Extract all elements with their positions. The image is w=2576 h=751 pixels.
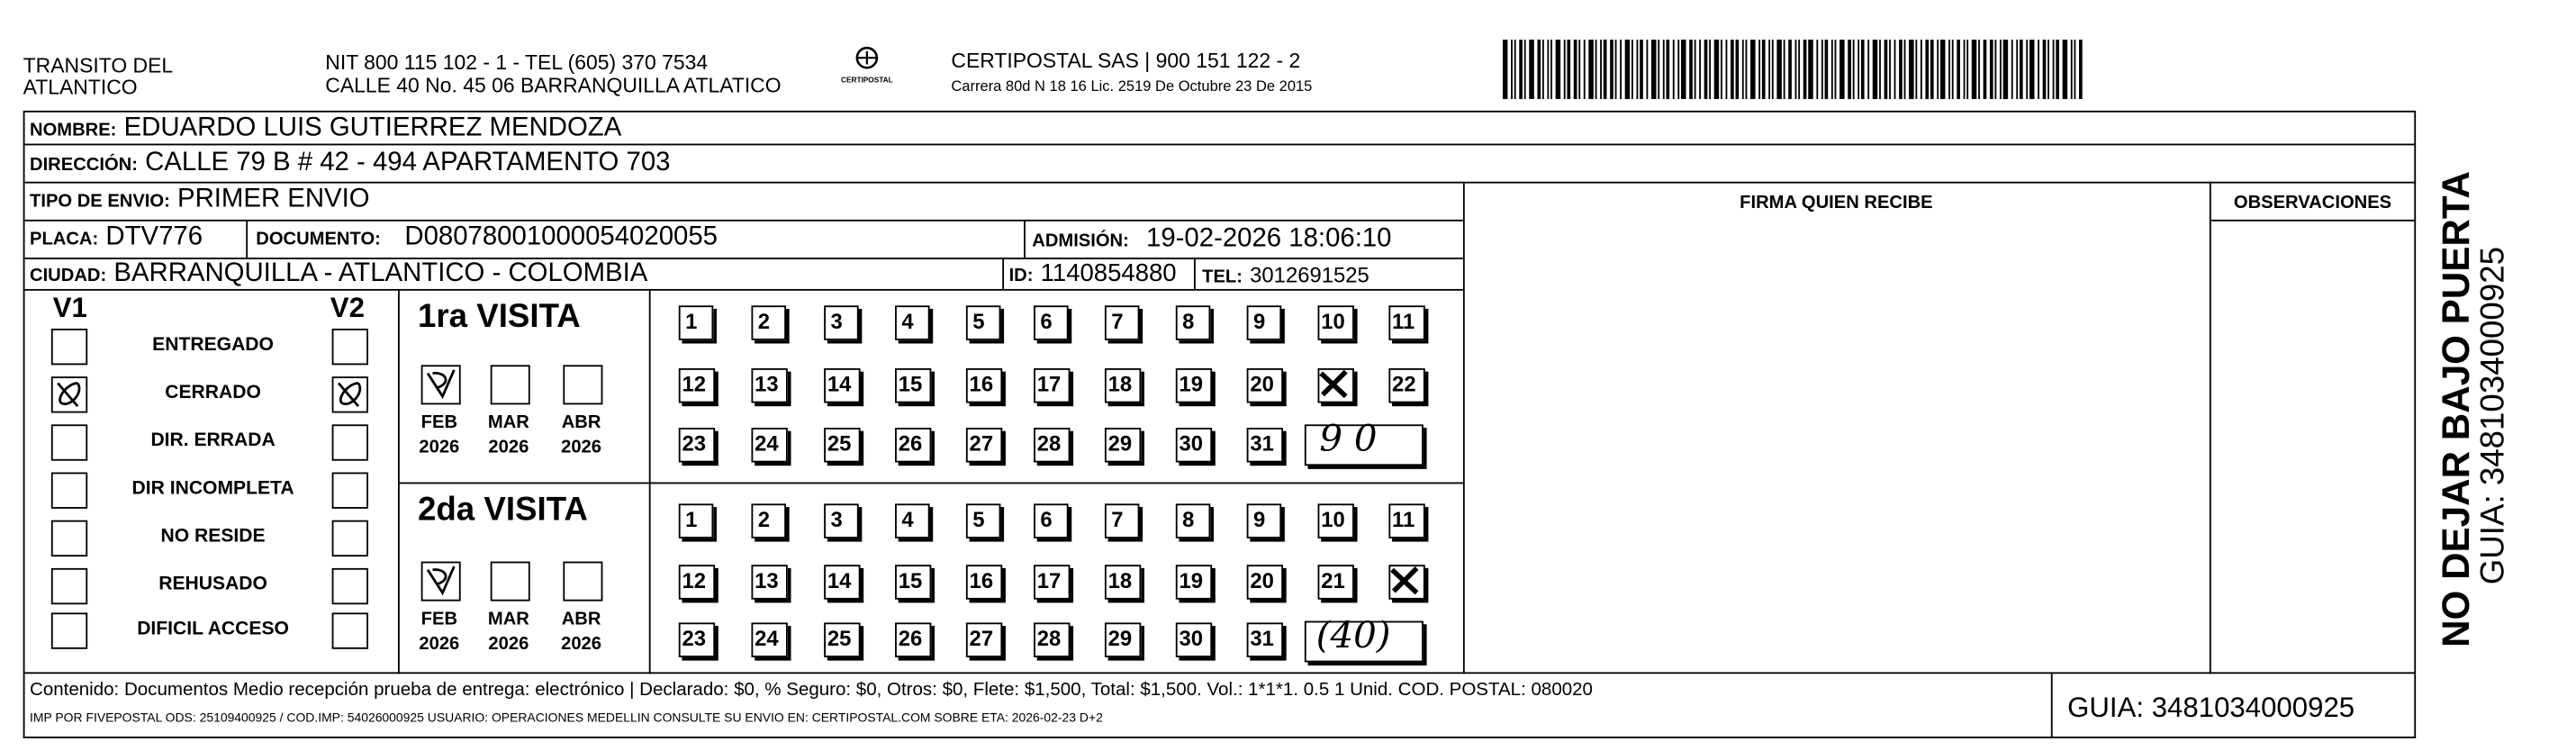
day-cell[interactable] [1388,565,1424,600]
day-cell[interactable]: 28 [1034,428,1070,463]
month-label: MAR 2026 [487,609,529,655]
day-cell[interactable]: 5 [966,305,1001,340]
day-cell[interactable]: 3 [824,503,859,538]
day-cell[interactable] [1318,368,1354,403]
month-label: MAR 2026 [487,412,529,458]
day-cell[interactable]: 12 [679,368,715,403]
month-checkbox[interactable] [421,365,461,404]
day-cell[interactable]: 27 [966,622,1002,657]
transit-line-1: TRANSITO DEL [23,54,174,78]
v2-checkbox[interactable] [332,329,368,365]
day-cell[interactable]: 25 [824,622,860,657]
first-visit-handwriting: 9 0 [1319,419,1378,461]
day-cell[interactable]: 30 [1176,428,1212,463]
day-cell[interactable]: 16 [966,565,1002,600]
first-visit-time-box [1305,419,1424,466]
day-cell[interactable]: 9 [1247,305,1282,340]
day-cell[interactable]: 31 [1247,622,1283,657]
day-cell[interactable]: 24 [751,622,787,657]
day-cell[interactable]: 15 [895,565,931,600]
day-cell[interactable]: 13 [751,565,787,600]
second-visit-title: 2da VISITA [418,492,588,529]
day-cell[interactable]: 7 [1105,305,1140,340]
day-cell[interactable]: 27 [966,428,1002,463]
id-row [1009,259,1177,289]
side-note [2436,171,2511,647]
tel-label: TEL: [1202,267,1243,288]
day-cell[interactable]: 1 [679,503,714,538]
v2-label: V2 [330,292,365,324]
footer-guia: GUIA: 3481034000925 [2067,692,2355,724]
nit-line: NIT 800 115 102 - 1 - TEL (605) 370 7534 [325,50,709,75]
v2-checkbox[interactable] [332,473,368,509]
second-visit-time-box [1305,616,1424,663]
tipo-value: PRIMER ENVIO [177,185,370,213]
day-cell[interactable]: 19 [1176,565,1212,600]
month-label: FEB 2026 [419,609,460,655]
day-cell[interactable]: 1 [679,305,714,340]
day-cell[interactable]: 29 [1105,622,1141,657]
transit-name [23,56,173,99]
side-line-1: NO DEJAR BAJO PUERTA [2434,171,2477,647]
transit-address: CALLE 40 No. 45 06 BARRANQUILLA ATLATICO [325,74,782,98]
day-cell[interactable]: 13 [751,368,787,403]
day-cell[interactable]: 17 [1034,565,1070,600]
day-cell[interactable]: 8 [1176,305,1211,340]
v1-checkbox[interactable] [51,329,87,365]
day-cell[interactable]: 10 [1318,305,1354,340]
month-label: FEB 2026 [419,412,460,458]
status-label: DIR INCOMPLETA [131,478,294,499]
first-visit-title: 1ra VISITA [418,298,581,336]
certipostal-logo [834,43,899,103]
tipo-row [30,185,370,214]
tel-row [1202,261,1369,291]
status-label: DIR. ERRADA [150,430,276,451]
ciudad-row [30,259,647,289]
day-cell[interactable]: 8 [1176,503,1211,538]
status-label: NO RESIDE [160,527,266,547]
month-checkbox[interactable] [421,562,461,602]
month-checkbox[interactable] [563,562,602,602]
company-line: CERTIPOSTAL SAS | 900 151 122 - 2 [951,50,1301,73]
day-cell[interactable]: 4 [895,305,930,340]
company-address: Carrera 80d N 18 16 Lic. 2519 De Octubre 23 De 2015 [951,77,1313,95]
v2-checkbox[interactable] [332,568,368,604]
day-cell[interactable]: 14 [824,368,860,403]
firma-header: FIRMA QUIEN RECIBE [1740,193,1933,213]
status-label: DIFICIL ACCESO [137,619,289,639]
day-cell[interactable]: 21 [1318,565,1354,600]
day-cell[interactable]: 29 [1105,428,1141,463]
day-cell[interactable]: 6 [1034,503,1069,538]
v2-checkbox[interactable] [332,424,368,460]
direccion-value: CALLE 79 B # 42 - 494 APARTAMENTO 703 [145,149,671,177]
day-cell[interactable]: 20 [1247,565,1283,600]
month-label: ABR 2026 [561,412,602,458]
nombre-row [30,114,621,144]
month-label: ABR 2026 [561,609,602,655]
day-cell[interactable]: 28 [1034,622,1070,657]
day-cell[interactable]: 17 [1034,368,1070,403]
v1-checkbox[interactable] [51,520,87,556]
day-cell[interactable]: 6 [1034,305,1069,340]
transit-line-2: ATLANTICO [23,76,138,100]
v1-checkbox[interactable] [51,424,87,460]
day-cell[interactable]: 26 [895,428,931,463]
direccion-label: DIRECCIÓN: [30,155,138,176]
nombre-label: NOMBRE: [30,120,117,140]
day-cell[interactable]: 26 [895,622,931,657]
barcode [1503,40,2236,99]
documento-label: DOCUMENTO: [256,229,381,249]
day-cell[interactable]: 18 [1105,565,1141,600]
day-cell[interactable]: 11 [1388,305,1424,340]
day-cell[interactable]: 11 [1388,503,1424,538]
day-cell[interactable]: 12 [679,565,715,600]
day-cell[interactable]: 18 [1105,368,1141,403]
transit-contact [325,51,781,97]
day-cell[interactable]: 3 [824,305,859,340]
placa-row [30,223,203,253]
admision-value: 19-02-2026 18:06:10 [1146,224,1392,253]
day-cell[interactable]: 22 [1388,368,1424,403]
placa-label: PLACA: [30,229,99,249]
admision-row [1032,224,1391,254]
month-checkbox[interactable] [563,365,602,404]
v2-checkbox[interactable] [332,376,368,412]
day-cell[interactable]: 10 [1318,503,1354,538]
documento-row [256,223,718,253]
status-label: REHUSADO [158,575,267,595]
footer-imp: IMP POR FIVEPOSTAL ODS: 25109400925 / COD.IMP: 54026000925 USUARIO: OPERACIONES MEDELLIN CONSULTE SU ENVIO EN: CERTIPOSTAL.COM SOBRE ETA: 2026-02-23 D+2 [30,710,1103,726]
v1-checkbox[interactable] [51,568,87,604]
logo-text: CERTIPOSTAL [841,76,893,85]
direccion-row [30,149,670,178]
second-visit-handwriting: (40) [1315,616,1391,657]
day-cell[interactable]: 23 [679,428,715,463]
id-label: ID: [1008,266,1034,286]
day-cell[interactable]: 4 [895,503,930,538]
footer-contenido: Contenido: Documentos Medio recepción prueba de entrega: electrónico | Declarado: $0, % Seguro: $0, Otros: $0, Flete: $1,500, Total: $1,500. Vol.: 1*1*1. 0.5 1 Unid. COD. POSTAL: 080020 [30,680,1593,701]
v2-checkbox[interactable] [332,612,368,648]
status-label: ENTREGADO [152,335,274,356]
day-cell[interactable]: 23 [679,622,715,657]
day-cell[interactable]: 16 [966,368,1002,403]
day-cell[interactable]: 2 [751,503,786,538]
id-value: 1140854880 [1040,258,1177,288]
tipo-label: TIPO DE ENVIO: [30,191,170,212]
v1-checkbox[interactable] [51,376,87,412]
admision-label: ADMISIÓN: [1032,231,1129,251]
v1-label: V1 [52,292,87,324]
day-cell[interactable]: 9 [1247,503,1282,538]
v2-checkbox[interactable] [332,520,368,556]
ciudad-value: BARRANQUILLA - ATLANTICO - COLOMBIA [113,258,648,288]
placa-value: DTV776 [105,222,203,251]
ciudad-label: CIUDAD: [30,266,107,286]
v1-checkbox[interactable] [51,612,87,648]
day-cell[interactable]: 5 [966,503,1001,538]
day-cell[interactable]: 15 [895,368,931,403]
month-checkbox[interactable] [491,365,530,404]
documento-value: D08078001000054020055 [404,222,718,251]
day-cell[interactable]: 24 [751,428,787,463]
day-cell[interactable]: 25 [824,428,860,463]
observaciones-header: OBSERVACIONES [2233,193,2392,213]
tel-value: 3012691525 [1250,262,1369,288]
day-cell[interactable]: 19 [1176,368,1212,403]
day-cell[interactable]: 2 [751,305,786,340]
day-cell[interactable]: 14 [824,565,860,600]
day-cell[interactable]: 30 [1176,622,1212,657]
day-cell[interactable]: 20 [1247,368,1283,403]
day-cell[interactable]: 31 [1247,428,1283,463]
side-line-2: GUIA: 3481034000925 [2475,246,2512,585]
month-checkbox[interactable] [491,562,530,602]
v1-checkbox[interactable] [51,473,87,509]
nombre-value: EDUARDO LUIS GUTIERREZ MENDOZA [123,113,622,142]
day-cell[interactable]: 7 [1105,503,1140,538]
status-label: CERRADO [165,383,261,403]
